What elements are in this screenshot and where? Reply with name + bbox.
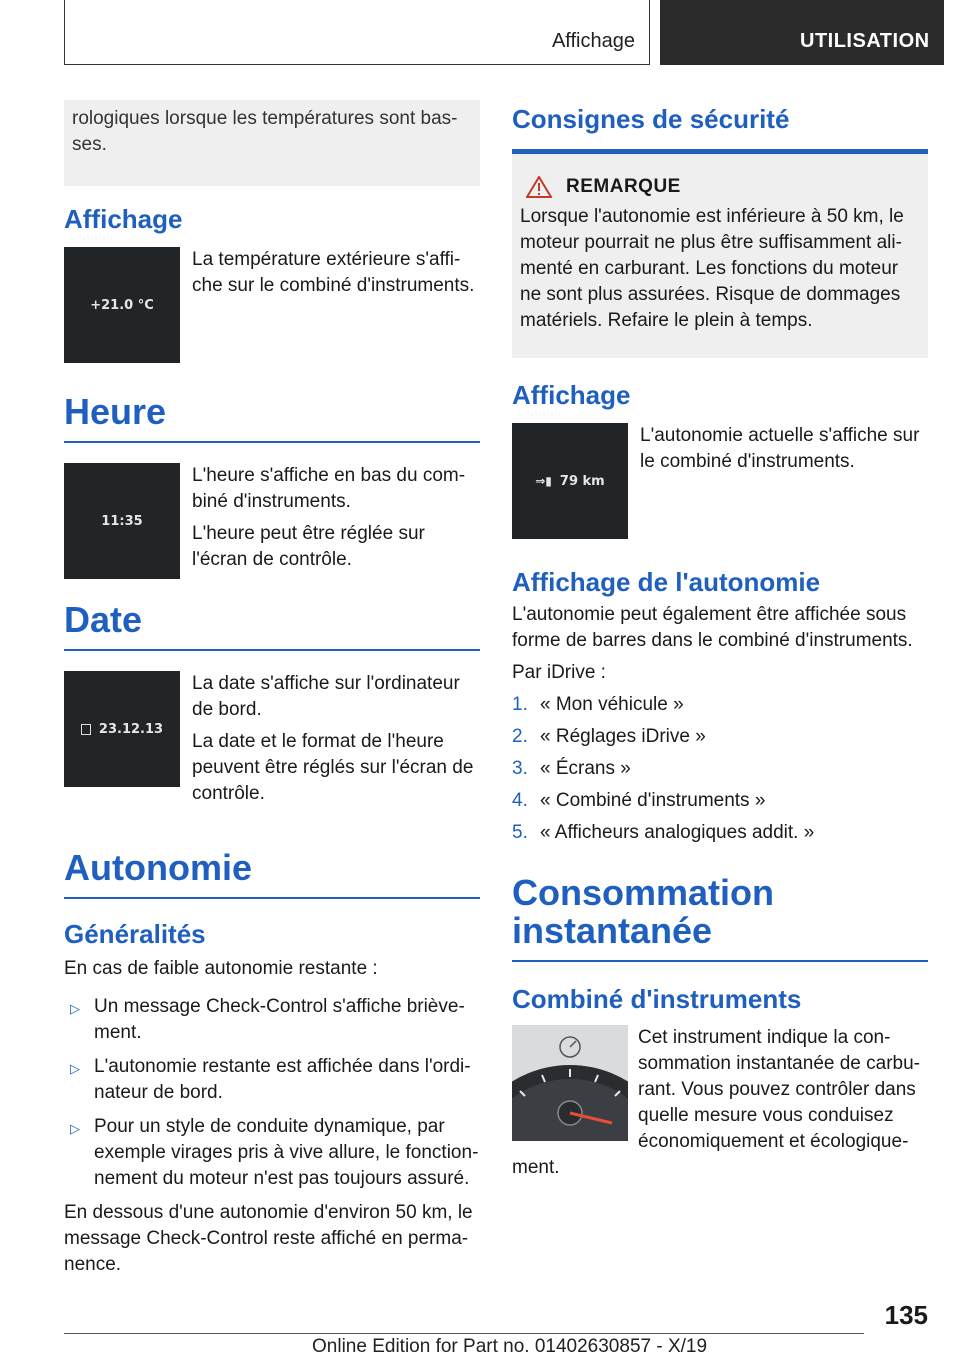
autonomie-display-text: L'autonomie peut également être affichée sous forme de barres dans le combiné d'instruments. [512, 604, 913, 651]
combine-heading: Combiné d'instruments [512, 984, 802, 1014]
time-figure [64, 463, 480, 579]
list-item: 1. « Mon véhicule » [512, 694, 684, 715]
chapter-tab: UTILISATION [660, 0, 944, 65]
combine-figure [512, 1025, 928, 1181]
footer-rule [64, 1333, 864, 1334]
list-item: 5. « Afficheurs analogiques addit. » [512, 822, 815, 843]
low-range-list [64, 994, 480, 1192]
generalites-intro: En cas de faible autonomie restante : [64, 958, 378, 979]
date-display-image [64, 671, 180, 787]
closing-text: En dessous d'une autonomie d'environ 50 km, le message Check-Control reste affiché en perma-nence. [64, 1202, 473, 1275]
triangle-bullet-icon: ▷ [70, 1061, 80, 1076]
continued-note-box [64, 100, 480, 186]
date-text-1: La date s'affiche sur l'ordinateur de bord. [192, 673, 460, 720]
right-column [512, 100, 928, 1187]
affichage-heading-right: Affichage [512, 380, 631, 410]
date-heading: Date [64, 601, 480, 651]
list-item: ▷ L'autonomie restante est affichée dans l'ordi-nateur de bord. [70, 1056, 471, 1103]
range-text: L'autonomie actuelle s'affiche sur le combiné d'instruments. [640, 425, 920, 472]
left-column [64, 100, 480, 1284]
safety-heading: Consignes de sécurité [512, 104, 790, 134]
autonomie-display-heading: Affichage de l'autonomie [512, 567, 821, 597]
combine-text: Cet instrument indique la con-sommation instantanée de carbu-rant. Vous pouvez contrôler dans quelle mesure vous conduisez économiquement et écologique-ment. [512, 1027, 920, 1178]
list-item: 3. « Écrans » [512, 758, 631, 779]
date-figure [64, 671, 480, 813]
page-number: 135 [884, 1300, 928, 1330]
fuel-pump-icon: ⇒▮ [535, 474, 552, 488]
triangle-bullet-icon: ▷ [70, 1001, 80, 1016]
generalites-heading: Généralités [64, 919, 206, 949]
heure-text-2: L'heure peut être réglée sur l'écran de contrôle. [192, 523, 425, 570]
warning-icon [526, 176, 552, 198]
consumption-gauge-image [512, 1025, 628, 1141]
list-item: 4. « Combiné d'instruments » [512, 790, 766, 811]
idrive-steps [512, 692, 928, 846]
temperature-display-value: +21.0 °C [90, 297, 154, 313]
list-item: 2. « Réglages iDrive » [512, 726, 706, 747]
safety-text: Lorsque l'autonomie est inférieure à 50 km, le moteur pourrait ne plus être suffisamment ali-menté en carburant. Les fonctions du moteur ne sont plus assurées. Risque de dommages matériels. Refaire le plein à temps. [520, 206, 904, 331]
heure-heading: Heure [64, 393, 480, 443]
heure-text-1: L'heure s'affiche en bas du com-biné d'instruments. [192, 465, 466, 512]
safety-label: REMARQUE [566, 176, 681, 197]
time-display-value: 11:35 [101, 513, 143, 529]
continued-note-text: rologiques lorsque les températures sont bas-ses. [72, 108, 458, 155]
edition-footer: Online Edition for Part no. 01402630857 - X/19 [312, 1336, 708, 1357]
time-display-image [64, 463, 180, 579]
triangle-bullet-icon: ▷ [70, 1121, 80, 1136]
safety-box [512, 154, 928, 358]
range-display-image [512, 423, 628, 539]
temperature-figure [64, 247, 480, 363]
consommation-heading: Consommation instantanée [512, 874, 928, 962]
list-item: ▷ Un message Check-Control s'affiche briève-ment. [70, 996, 465, 1043]
section-title: Affichage [551, 30, 635, 52]
date-display-value: 23.12.13 [98, 721, 164, 737]
range-figure [512, 423, 928, 539]
idrive-intro: Par iDrive : [512, 662, 606, 683]
header-box [64, 0, 650, 65]
temperature-text: La température extérieure s'affi-che sur le combiné d'instruments. [192, 249, 475, 296]
autonomie-heading: Autonomie [64, 849, 480, 899]
range-display-value: 79 km [559, 473, 605, 489]
date-text-2: La date et le format de l'heure peuvent être réglés sur l'écran de contrôle. [192, 731, 474, 804]
calendar-icon [81, 724, 91, 735]
temperature-display-image [64, 247, 180, 363]
affichage-heading: Affichage [64, 204, 183, 234]
list-item: ▷ Pour un style de conduite dynamique, par exemple virages pris à vive allure, le fonction-nement du moteur n'est pas toujours assuré. [70, 1116, 479, 1189]
